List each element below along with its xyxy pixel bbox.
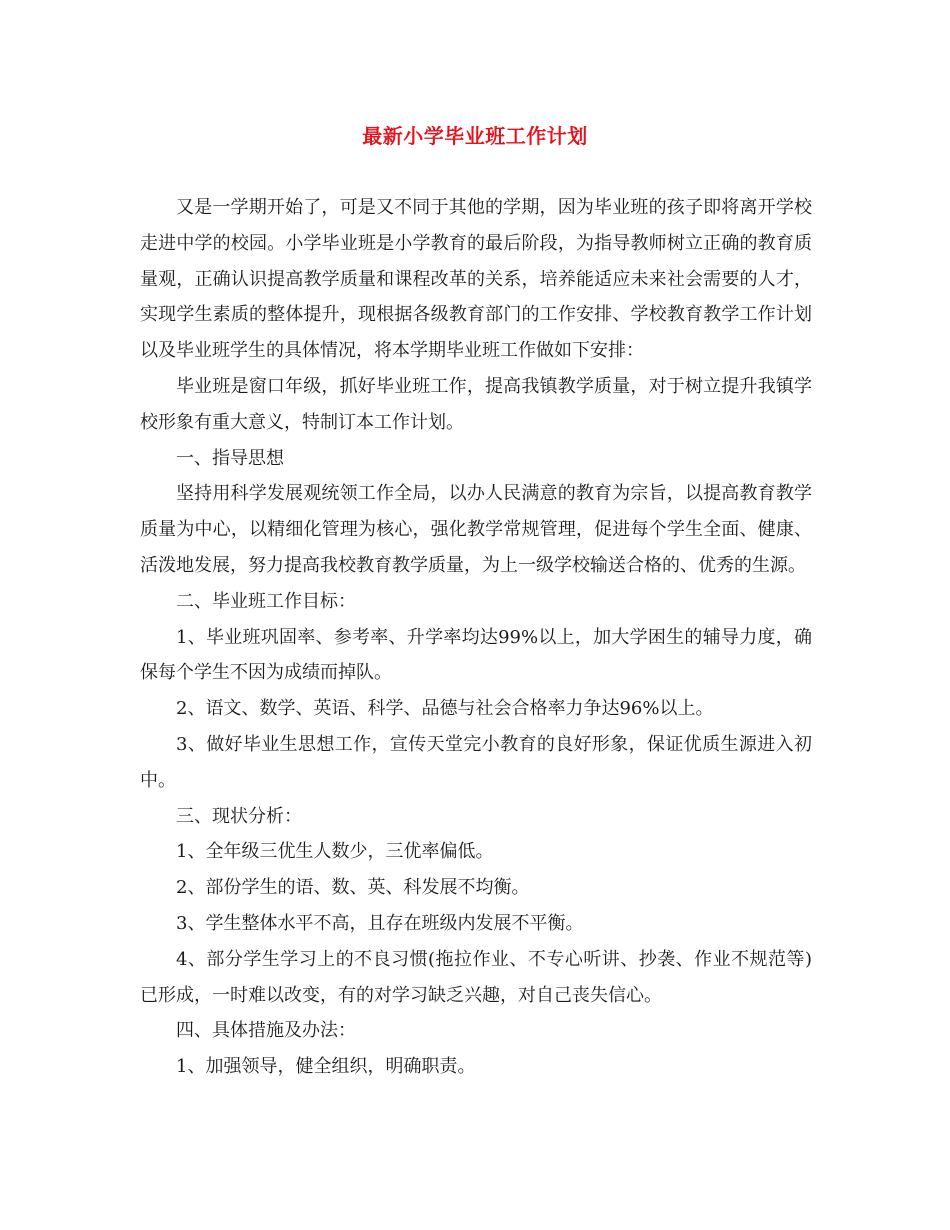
paragraph: 坚持用科学发展观统领工作全局，以办人民满意的教育为宗旨，以提高教育教学质量为中心，以精细化管理为核心，强化教学常规管理，促进每个学生全面、健康、活泼地发展，努力提高我校教育教学质量，为上一级学校输送合格的、优秀的生源。 <box>140 483 812 576</box>
list-item: 1、加强领导，健全组织，明确职责。 <box>176 1056 476 1078</box>
list-item: 4、部分学生学习上的不良习惯(拖拉作业、不专心听讲、抄袭、作业不规范等)已形成，一时难以改变，有的对学习缺乏兴趣，对自己丧失信心。 <box>140 948 812 1006</box>
list-item: 1、全年级三优生人数少，三优率偏低。 <box>176 841 494 863</box>
list-item: 2、语文、数学、英语、科学、品德与社会合格率力争达96%以上。 <box>176 698 714 720</box>
section-heading: 四、具体措施及办法： <box>176 1020 356 1042</box>
document-body <box>140 190 812 1085</box>
paragraph: 又是一学期开始了，可是又不同于其他的学期，因为毕业班的孩子即将离开学校走进中学的校园。小学毕业班是小学教育的最后阶段，为指导教师树立正确的教育质量观，正确认识提高教学质量和课程改革的关系，培养能适应未来社会需要的人才，实现学生素质的整体提升，现根据各级教育部门的工作安排、学校教育教学工作计划以及毕业班学生的具体情况，将本学期毕业班工作做如下安排： <box>140 197 812 362</box>
section-heading: 一、指导思想 <box>176 447 284 469</box>
list-item: 1、毕业班巩固率、参考率、升学率均达99%以上，加大学困生的辅导力度，确保每个学生不因为成绩而掉队。 <box>140 626 812 684</box>
list-item: 3、做好毕业生思想工作，宣传天堂完小教育的良好形象，保证优质生源进入初中。 <box>140 733 812 791</box>
list-item: 2、部份学生的语、数、英、科发展不均衡。 <box>176 877 530 899</box>
paragraph: 毕业班是窗口年级，抓好毕业班工作，提高我镇教学质量，对于树立提升我镇学校形象有重大意义，特制订本工作计划。 <box>140 375 812 433</box>
section-heading: 三、现状分析： <box>176 805 302 827</box>
list-item: 3、学生整体水平不高，且存在班级内发展不平衡。 <box>176 912 584 934</box>
page-title: 最新小学毕业班工作计划 <box>362 124 588 148</box>
section-heading: 二、毕业班工作目标： <box>176 590 356 612</box>
